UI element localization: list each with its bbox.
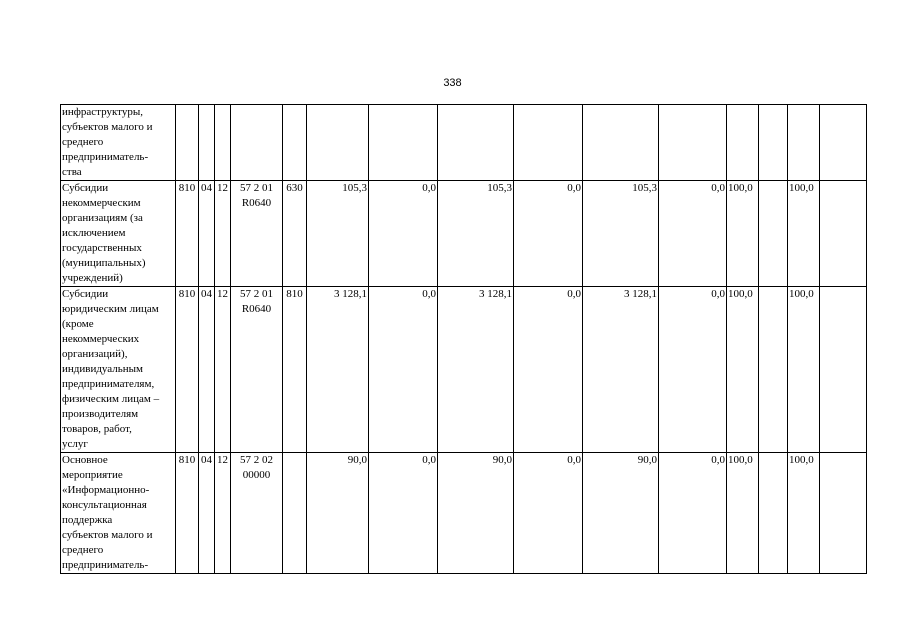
target-article-line: 00000 (242, 469, 271, 481)
target-article-line: 57 2 01 (240, 182, 273, 194)
name-line: поддержка (62, 514, 113, 526)
table-row (61, 453, 867, 574)
cell-amount-6: 0,0 (659, 453, 727, 574)
target-article-line: R0640 (241, 303, 272, 315)
name-line: учреждений) (62, 272, 123, 284)
name-line: предпринимателям, (62, 378, 155, 390)
name-line: физическим лицам – (62, 393, 160, 405)
cell-amount-6: 0,0 (659, 287, 727, 453)
cell-amount-3: 3 128,1 (438, 287, 514, 453)
budget-table (60, 104, 867, 574)
cell-percent-2 (759, 181, 788, 287)
cell-amount-6 (659, 105, 727, 181)
name-line: индивидуальным (62, 363, 144, 375)
name-line: (кроме (62, 318, 94, 330)
cell-percent-4 (820, 287, 867, 453)
cell-amount-4: 0,0 (514, 453, 583, 574)
cell-department-code: 810 (176, 287, 199, 453)
cell-percent-1 (727, 105, 759, 181)
cell-amount-1: 90,0 (307, 453, 369, 574)
cell-expense-type: 810 (283, 287, 307, 453)
target-article-line: R0640 (241, 197, 272, 209)
cell-amount-3: 90,0 (438, 453, 514, 574)
name-line: государственных (62, 242, 142, 254)
name-line: организаций), (62, 348, 128, 360)
cell-expense-type (283, 105, 307, 181)
name-line: (муниципальных) (62, 257, 146, 269)
cell-subsection-code (215, 105, 231, 181)
cell-department-code: 810 (176, 453, 199, 574)
cell-expense-type: 630 (283, 181, 307, 287)
cell-percent-4 (820, 181, 867, 287)
name-line: предприниматель- (62, 559, 149, 571)
table-row (61, 105, 867, 181)
table-row (61, 181, 867, 287)
name-line: товаров, работ, (62, 423, 132, 435)
cell-subsection-code: 12 (215, 453, 231, 574)
cell-amount-5: 90,0 (583, 453, 659, 574)
cell-amount-5: 3 128,1 (583, 287, 659, 453)
cell-amount-2: 0,0 (369, 453, 438, 574)
cell-amount-4 (514, 105, 583, 181)
name-line: производителям (62, 408, 139, 420)
cell-percent-3: 100,0 (788, 287, 820, 453)
name-line: услуг (62, 438, 88, 450)
cell-percent-3: 100,0 (788, 453, 820, 574)
cell-item-name (61, 181, 176, 287)
name-line: субъектов малого и (62, 121, 153, 133)
cell-percent-2 (759, 105, 788, 181)
name-line: консультационная (62, 499, 147, 511)
cell-expense-type (283, 453, 307, 574)
name-line: инфраструктуры, (62, 106, 143, 118)
name-line: ства (62, 166, 82, 178)
cell-percent-1: 100,0 (727, 181, 759, 287)
cell-subsection-code: 12 (215, 181, 231, 287)
cell-section-code: 04 (199, 287, 215, 453)
name-line: юридическим лицам (62, 303, 159, 315)
cell-item-name (61, 287, 176, 453)
name-line: среднего (62, 136, 104, 148)
name-line: мероприятие (62, 469, 123, 481)
cell-target-article (231, 453, 283, 574)
name-line: «Информационно- (62, 484, 150, 496)
name-line: некоммерческих (62, 333, 140, 345)
cell-amount-1: 105,3 (307, 181, 369, 287)
target-article-line: 57 2 02 (240, 454, 273, 466)
cell-item-name (61, 105, 176, 181)
cell-section-code: 04 (199, 181, 215, 287)
cell-percent-3 (788, 105, 820, 181)
cell-amount-5: 105,3 (583, 181, 659, 287)
cell-amount-1: 3 128,1 (307, 287, 369, 453)
cell-target-article (231, 181, 283, 287)
cell-amount-2 (369, 105, 438, 181)
name-line: Основное (62, 454, 108, 466)
cell-amount-3 (438, 105, 514, 181)
cell-amount-5 (583, 105, 659, 181)
name-line: организациям (за (62, 212, 143, 224)
cell-subsection-code: 12 (215, 287, 231, 453)
name-line: Субсидии (62, 288, 109, 300)
name-line: некоммерческим (62, 197, 141, 209)
cell-percent-3: 100,0 (788, 181, 820, 287)
cell-item-name (61, 453, 176, 574)
cell-amount-1 (307, 105, 369, 181)
cell-amount-3: 105,3 (438, 181, 514, 287)
cell-department-code (176, 105, 199, 181)
cell-amount-2: 0,0 (369, 287, 438, 453)
budget-table-body (61, 105, 867, 574)
cell-amount-4: 0,0 (514, 287, 583, 453)
cell-amount-6: 0,0 (659, 181, 727, 287)
page-number: 338 (443, 77, 462, 89)
cell-section-code (199, 105, 215, 181)
cell-amount-4: 0,0 (514, 181, 583, 287)
name-line: среднего (62, 544, 104, 556)
target-article-line: 57 2 01 (240, 288, 273, 300)
cell-percent-2 (759, 453, 788, 574)
cell-target-article (231, 105, 283, 181)
name-line: предприниматель- (62, 151, 149, 163)
table-row (61, 287, 867, 453)
cell-percent-1: 100,0 (727, 453, 759, 574)
cell-percent-1: 100,0 (727, 287, 759, 453)
cell-amount-2: 0,0 (369, 181, 438, 287)
name-line: Субсидии (62, 182, 109, 194)
cell-target-article (231, 287, 283, 453)
cell-percent-2 (759, 287, 788, 453)
cell-percent-4 (820, 453, 867, 574)
name-line: субъектов малого и (62, 529, 153, 541)
cell-department-code: 810 (176, 181, 199, 287)
name-line: исключением (62, 227, 126, 239)
cell-percent-4 (820, 105, 867, 181)
cell-section-code: 04 (199, 453, 215, 574)
